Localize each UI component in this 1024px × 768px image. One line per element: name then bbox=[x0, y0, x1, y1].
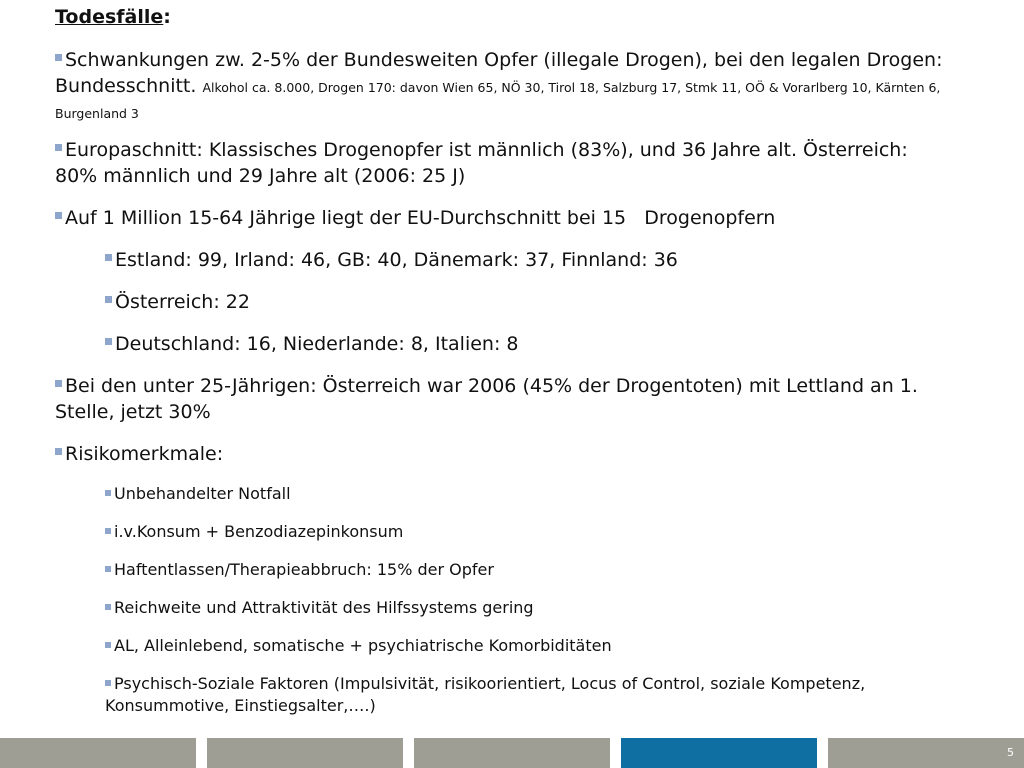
bullet-icon bbox=[55, 380, 62, 387]
bullet-icon bbox=[105, 254, 112, 261]
bullet-text: Schwankungen zw. 2-5% der Bundesweiten Opfer (illegale Drogen), bei den legalen Drogen: Bundesschnitt. bbox=[55, 49, 943, 97]
footer-segment bbox=[0, 738, 196, 768]
slide-heading bbox=[55, 5, 955, 29]
footer-segment-active bbox=[621, 738, 817, 768]
sub-bullet-item bbox=[105, 673, 955, 717]
footer-segment bbox=[828, 738, 1024, 768]
bullet-text: AL, Alleinlebend, somatische + psychiatrische Komorbiditäten bbox=[114, 636, 612, 655]
bullet-text: Psychisch-Soziale Faktoren (Impulsivität, risikoorientiert, Locus of Control, soziale Kompetenz, Konsummotive, Einstiegsalter,….) bbox=[105, 674, 866, 715]
sub-bullet-item bbox=[105, 483, 955, 505]
bullet-icon bbox=[55, 54, 62, 61]
bullet-icon bbox=[105, 642, 111, 648]
bullet-item bbox=[55, 47, 955, 125]
sub-bullet-item bbox=[105, 635, 955, 657]
bullet-text: Bei den unter 25-Jährigen: Österreich war 2006 (45% der Drogentoten) mit Lettland an 1. Stelle, jetzt 30% bbox=[55, 375, 918, 423]
bullet-text: Risikomerkmale: bbox=[65, 443, 224, 465]
bullet-text: Österreich: 22 bbox=[115, 291, 250, 313]
bullet-text: Estland: 99, Irland: 46, GB: 40, Dänemark: 37, Finnland: 36 bbox=[115, 249, 678, 271]
bullet-icon bbox=[105, 566, 111, 572]
footer-segment bbox=[207, 738, 403, 768]
bullet-text: Europaschnitt: Klassisches Drogenopfer ist männlich (83%), und 36 Jahre alt. Österreich: 80% männlich und 29 Jahre alt (2006: 25 J) bbox=[55, 139, 908, 187]
bullet-item bbox=[55, 441, 955, 467]
bullet-text: Deutschland: 16, Niederlande: 8, Italien: 8 bbox=[115, 333, 519, 355]
bullet-text: i.v.Konsum + Benzodiazepinkonsum bbox=[114, 522, 404, 541]
footer-segment bbox=[414, 738, 610, 768]
bullet-text: Unbehandelter Notfall bbox=[114, 484, 291, 503]
sub-bullet-item bbox=[105, 559, 955, 581]
sub-bullet-item bbox=[105, 521, 955, 543]
footer-bar bbox=[0, 738, 1024, 768]
page-number: 5 bbox=[1007, 746, 1014, 759]
bullet-text: Reichweite und Attraktivität des Hilfssystems gering bbox=[114, 598, 534, 617]
sub-bullet-item bbox=[105, 331, 955, 357]
bullet-icon bbox=[105, 490, 111, 496]
bullet-text: Auf 1 Million 15-64 Jährige liegt der EU-Durchschnitt bei 15 Drogenopfern bbox=[65, 207, 776, 229]
sub-bullet-item bbox=[105, 597, 955, 619]
sub-bullet-item bbox=[105, 247, 955, 273]
bullet-icon bbox=[55, 212, 62, 219]
bullet-icon bbox=[105, 528, 111, 534]
bullet-item bbox=[55, 205, 955, 231]
bullet-icon bbox=[105, 338, 112, 345]
bullet-icon bbox=[55, 144, 62, 151]
bullet-item bbox=[55, 373, 955, 425]
bullet-icon bbox=[105, 680, 111, 686]
bullet-icon bbox=[105, 296, 112, 303]
heading-title: Todesfälle bbox=[55, 6, 164, 28]
bullet-text: Haftentlassen/Therapieabbruch: 15% der Opfer bbox=[114, 560, 494, 579]
slide-content bbox=[55, 5, 955, 717]
bullet-item bbox=[55, 137, 955, 189]
bullet-icon bbox=[55, 448, 62, 455]
bullet-detail-text: Alkohol ca. 8.000, Drogen 170: davon Wien 65, NÖ 30, Tirol 18, Salzburg 17, Stmk 11, OÖ & Vorarlberg 10, Kärnten 6, Burgenland 3 bbox=[55, 80, 941, 121]
bullet-icon bbox=[105, 604, 111, 610]
sub-bullet-item bbox=[105, 289, 955, 315]
heading-colon: : bbox=[163, 6, 171, 28]
